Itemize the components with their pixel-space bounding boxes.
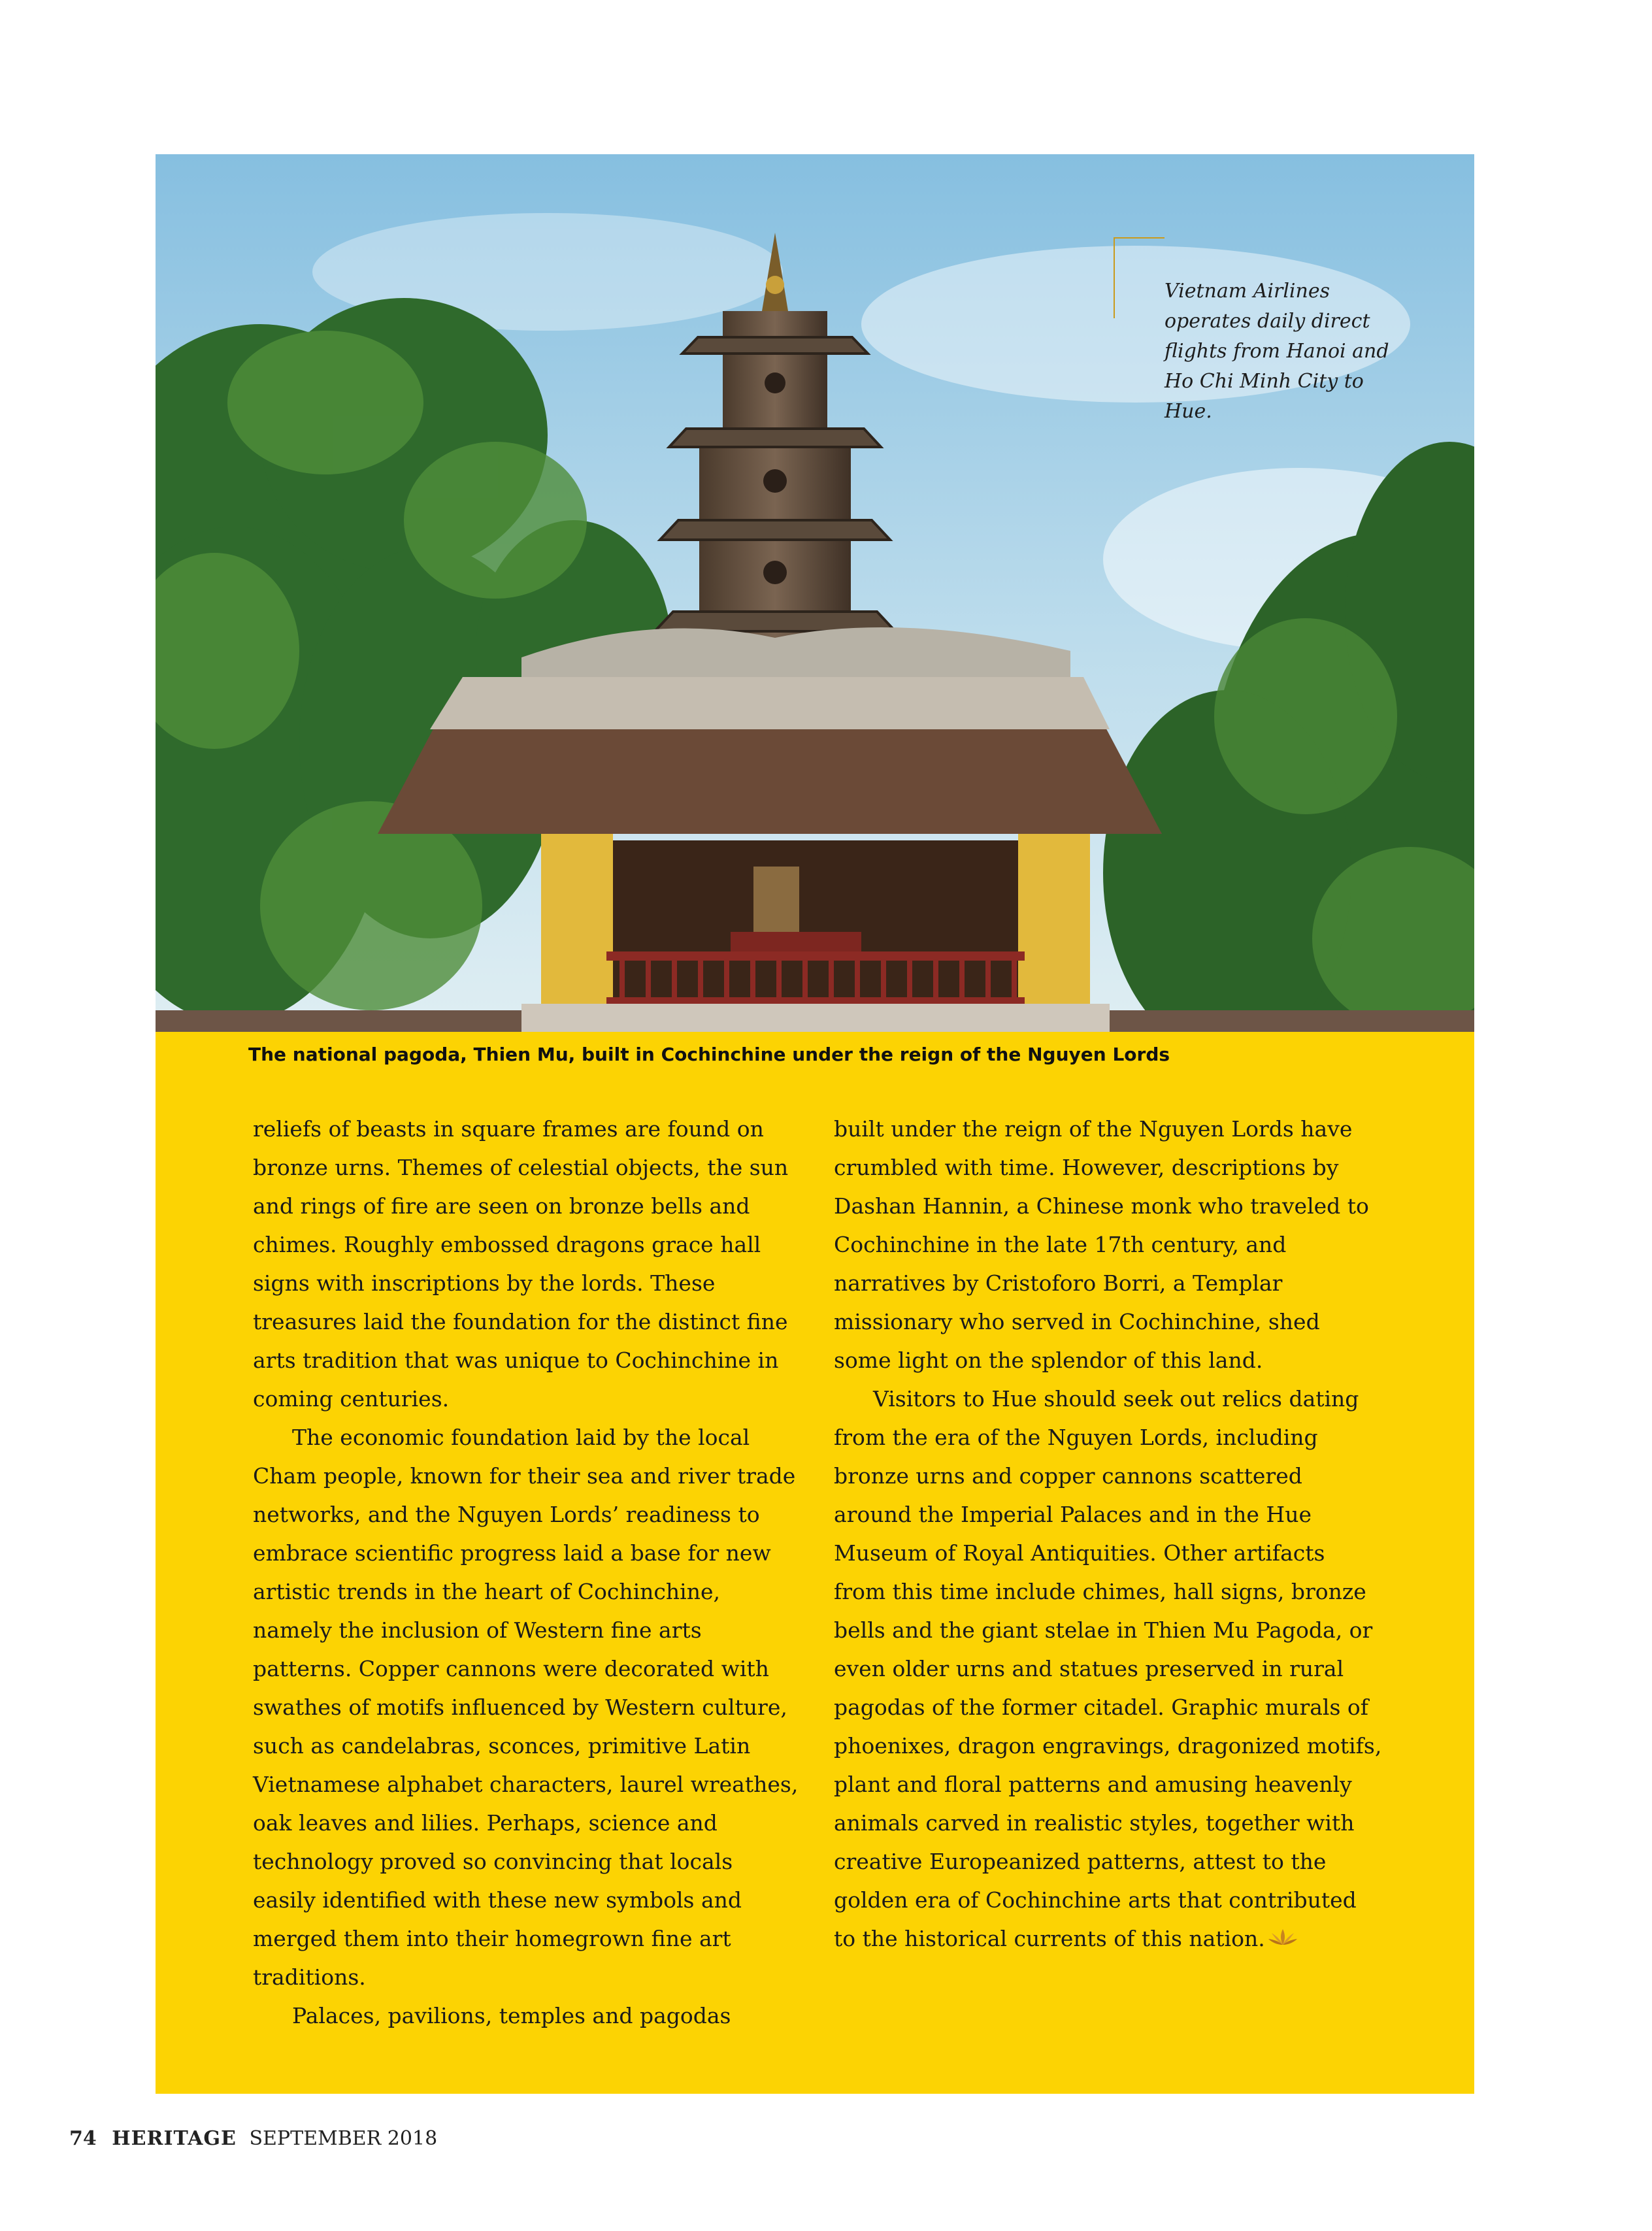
article-paragraph: reliefs of beasts in square frames are found on bronze urns. Themes of celestial objects, the sun and rings of fire are seen on bronze bells and chimes. Roughly embossed dragons grace hall signs with inscriptions by the lords. These treasures laid the foundation for the distinct fine arts tradition that was unique to Cochinchine in coming centuries.	[253, 1116, 789, 1412]
issue-date: SEPTEMBER 2018	[249, 2127, 438, 2150]
article-paragraph-last	[834, 1380, 1383, 1958]
article-column-left	[253, 1110, 802, 2035]
article-paragraph: built under the reign of the Nguyen Lords have crumbled with time. However, descriptions by Dashan Hannin, a Chinese monk who traveled to Cochinchine in the late 17th century, and narratives by Cristoforo Borri, a Templar missionary who served in Cochinchine, shed some light on the splendor of this land.	[834, 1116, 1369, 1373]
magazine-name: HERITAGE	[112, 2127, 237, 2150]
photo-caption: The national pagoda, Thien Mu, built in Cochinchine under the reign of the Nguyen Lords	[248, 1044, 1170, 1065]
sidebar-text: Vietnam Airlines operates daily direct flights from Hanoi and Ho Chi Minh City to Hue.	[1165, 280, 1389, 423]
article-paragraph: Palaces, pavilions, temples and pagodas	[292, 2003, 731, 2028]
lotus-icon	[1268, 1928, 1298, 1946]
page-footer	[69, 2127, 437, 2150]
sidebar-frame	[1114, 237, 1389, 423]
article-paragraph: The economic foundation laid by the local Cham people, known for their sea and river trade networks, and the Nguyen Lords’ readiness to embrace scientific progress laid a base for new artistic trends in the heart of Cochinchine, namely the inclusion of Western fine arts patterns. Copper cannons were decorated with swathes of motifs influenced by Western culture, such as candelabras, sconces, primitive Latin Vietnamese alphabet characters, laurel wreathes, oak leaves and lilies. Perhaps, science and technology proved so convincing that locals easily identified with these new symbols and merged them into their homegrown fine art traditions.	[253, 1425, 799, 1990]
page-number: 74	[69, 2127, 97, 2150]
article-column-right	[834, 1110, 1383, 1958]
article-paragraph-text: Visitors to Hue should seek out relics dating from the era of the Nguyen Lords, including bronze urns and copper cannons scattered around the Imperial Palaces and in the Hue Museum of Royal Antiquities. Other artifacts from this time include chimes, hall signs, bronze bells and the giant stelae in Thien Mu Pagoda, or even older urns and statues preserved in rural pagodas of the former citadel. Graphic murals of phoenixes, dragon engravings, dragonized motifs, plant and floral patterns and amusing heavenly animals carved in realistic styles, together with creative Europeanized patterns, attest to the golden era of Cochinchine arts that contributed to the historical currents of this nation.	[834, 1386, 1382, 1951]
